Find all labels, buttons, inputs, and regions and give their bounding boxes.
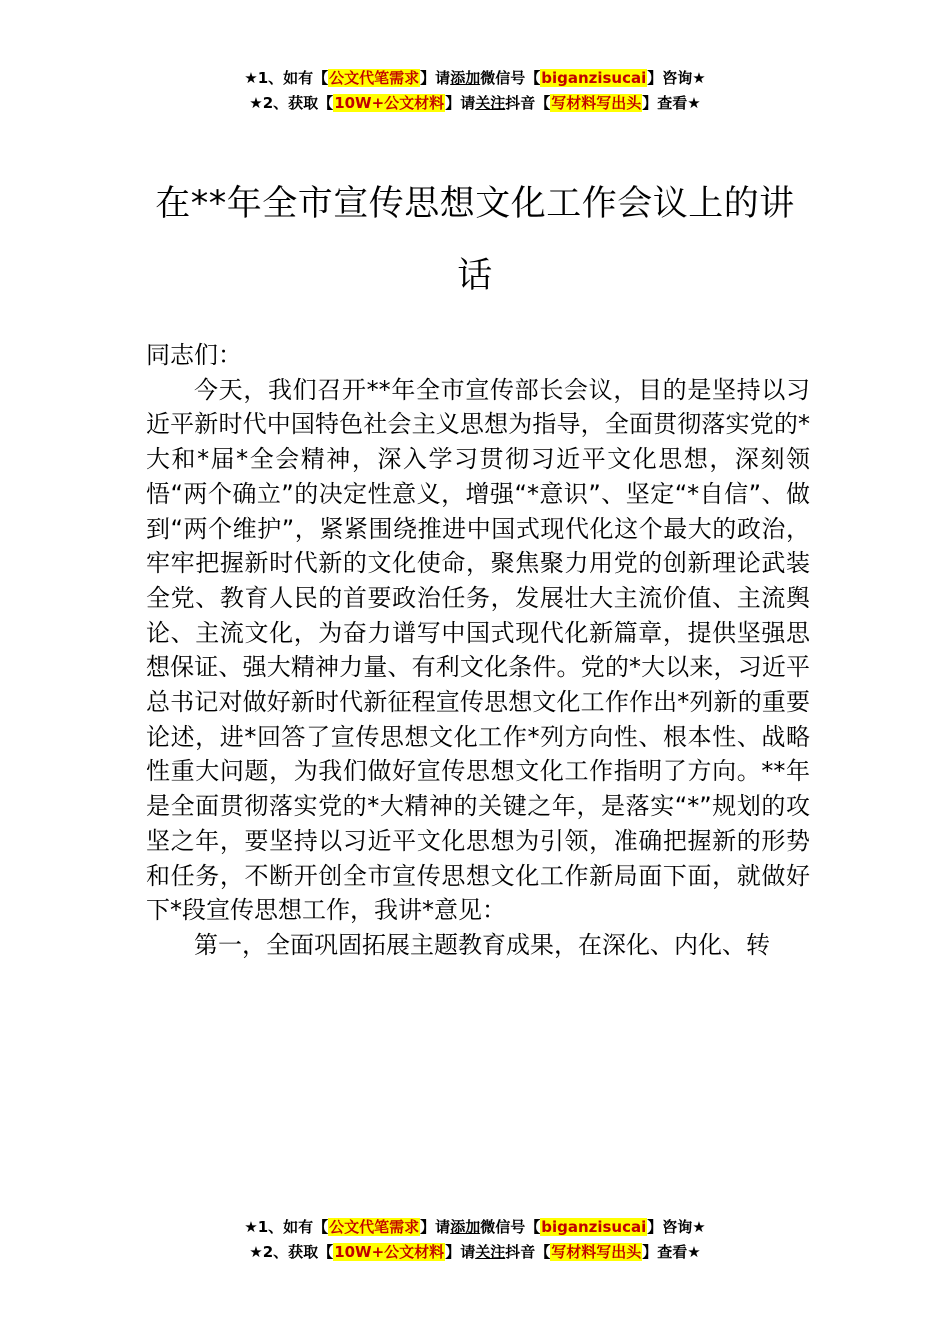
promo-text: 】查看★ [642, 94, 701, 112]
promo-wechat-id: biganzisucai [541, 69, 647, 87]
document-body [146, 338, 810, 963]
promo-highlight: 公文代笔需求 [329, 69, 420, 87]
promo-highlight: 10W+公文材料 [334, 1243, 445, 1261]
promo-line-1 [0, 1215, 950, 1240]
promo-text: 】请 [420, 1218, 451, 1236]
salutation: 同志们： [146, 341, 242, 369]
document-title: 在**年全市宣传思想文化工作会议上的讲话 [155, 184, 795, 296]
promo-line-1 [0, 66, 950, 91]
promo-line-2 [0, 91, 950, 116]
promo-wechat-id: biganzisucai [541, 1218, 647, 1236]
promo-text: 微信号【 [480, 1218, 541, 1236]
header-promo [0, 66, 950, 116]
promo-underlined: 添加 [450, 1218, 481, 1236]
paragraph-1: 今天，我们召开**年全市宣传部长会议，目的是坚持以习近平新时代中国特色社会主义思想为指导，全面贯彻落实党的*大和*届*全会精神，深入学习贯彻习近平文化思想，深刻领悟“两个确立”的决定性意义，增强“*意识”、坚定“*自信”、做到“两个维护”，紧紧围绕推进中国式现代化这个最大的政治，牢牢把握新时代新的文化使命，聚焦聚力用党的创新理论武装全党、教育人民的首要政治任务，发展壮大主流价值、主流舆论、主流文化，为奋力谱写中国式现代化新篇章，提供坚强思想保证、强大精神力量、有利文化条件。党的*大以来，习近平总书记对做好新时代新征程宣传思想文化工作作出*列新的重要论述，进*回答了宣传思想文化工作*列方向性、根本性、战略性重大问题，为我们做好宣传思想文化工作指明了方向。**年是全面贯彻落实党的*大精神的关键之年，是落实“*”规划的攻坚之年，要坚持以习近平文化思想为引领，准确把握新的形势和任务，不断开创全市宣传思想文化工作新局面下面，就做好下*段宣传思想工作，我讲*意见： [146, 375, 810, 925]
promo-text: 】请 [445, 94, 476, 112]
promo-underlined: 添加 [450, 69, 481, 87]
promo-text: 抖音【 [505, 1243, 551, 1261]
promo-line-2 [0, 1240, 950, 1265]
promo-text: ★2、获取【 [249, 94, 334, 112]
promo-text: 】请 [420, 69, 451, 87]
promo-douyin-name: 写材料写出头 [551, 94, 642, 112]
promo-text: 】查看★ [642, 1243, 701, 1261]
promo-text: 微信号【 [480, 69, 541, 87]
promo-underlined: 关注 [475, 1243, 506, 1261]
promo-text: 抖音【 [505, 94, 551, 112]
promo-text: ★1、如有【 [244, 69, 329, 87]
promo-highlight: 10W+公文材料 [334, 94, 445, 112]
promo-text: ★2、获取【 [249, 1243, 334, 1261]
paragraph-2: 第一，全面巩固拓展主题教育成果，在深化、内化、转 [194, 930, 770, 959]
promo-text: ★1、如有【 [244, 1218, 329, 1236]
promo-text: 】咨询★ [647, 1218, 706, 1236]
promo-text: 】请 [445, 1243, 476, 1261]
promo-douyin-name: 写材料写出头 [551, 1243, 642, 1261]
promo-highlight: 公文代笔需求 [329, 1218, 420, 1236]
promo-text: 】咨询★ [647, 69, 706, 87]
footer-promo [0, 1215, 950, 1265]
promo-underlined: 关注 [475, 94, 506, 112]
